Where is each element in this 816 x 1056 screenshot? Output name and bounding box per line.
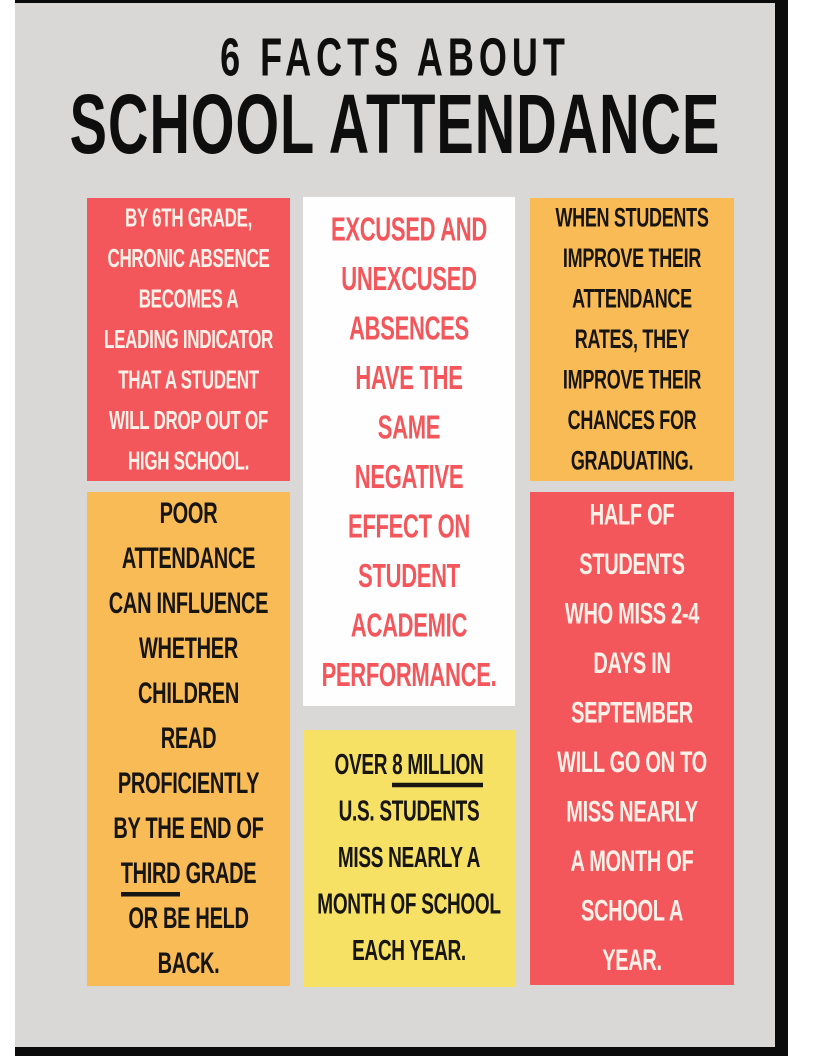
- fact-text: [322, 204, 497, 699]
- fact-line: POOR: [159, 497, 218, 531]
- fact-line: U.S. STUDENTS: [338, 796, 480, 828]
- fact-line: RATES, THEY: [574, 323, 690, 354]
- fact-line: CHRONIC ABSENCE: [107, 244, 270, 273]
- fact-line: ATTENDANCE: [572, 283, 692, 314]
- underlined-text: 8 MILLION: [392, 750, 483, 788]
- fact-line: PERFORMANCE.: [321, 655, 497, 693]
- fact-line: DAYS IN: [593, 647, 671, 680]
- fact-text: [317, 742, 500, 975]
- fact-line: READ: [160, 722, 217, 756]
- fact-card-chronic-absence-dropout: [87, 198, 290, 481]
- fact-line: ABSENCES: [349, 309, 469, 347]
- fact-text: [557, 492, 707, 985]
- fact-line: EXCUSED AND: [330, 210, 487, 248]
- fact-card-september-absences: [530, 492, 734, 985]
- fact-card-poor-attendance-reading: [87, 492, 290, 986]
- fact-line: CHANCES FOR: [567, 404, 697, 435]
- fact-line: WHO MISS 2-4: [564, 597, 700, 631]
- fact-text: [104, 198, 273, 481]
- fact-line: HIGH SCHOOL.: [127, 446, 250, 476]
- fact-line: NEGATIVE: [354, 457, 464, 495]
- fact-line: A MONTH OF: [570, 845, 694, 878]
- fact-text: [109, 492, 268, 986]
- fact-line: BECOMES A: [138, 284, 239, 314]
- fact-line: WILL DROP OUT OF: [109, 406, 268, 435]
- fact-line: THIRD GRADE: [109, 852, 268, 897]
- fact-line: ACADEMIC: [350, 606, 468, 644]
- fact-line: OR BE HELD: [128, 902, 249, 936]
- fact-card-improve-attendance-graduating: [530, 198, 734, 481]
- fact-line: EFFECT ON: [348, 507, 470, 545]
- fact-line: BY THE END OF: [113, 812, 264, 846]
- fact-card-excused-unexcused-absences: [303, 197, 515, 706]
- fact-line: STUDENT: [358, 556, 460, 594]
- infographic-canvas: [15, 0, 788, 1056]
- fact-line: PROFICIENTLY: [117, 767, 260, 801]
- fact-line: CHILDREN: [138, 677, 239, 711]
- fact-line: STUDENTS: [579, 548, 685, 581]
- fact-line: SEPTEMBER: [571, 696, 693, 730]
- fact-line: BY 6TH GRADE,: [124, 203, 253, 233]
- fact-line: ATTENDANCE: [121, 542, 256, 576]
- fact-line: MISS NEARLY: [566, 795, 698, 829]
- fact-line: THAT A STUDENT: [118, 365, 259, 395]
- fact-line: BACK.: [157, 947, 220, 981]
- fact-line: UNEXCUSED: [341, 259, 477, 297]
- fact-line: YEAR.: [602, 944, 662, 977]
- fact-line: HAVE THE: [355, 358, 463, 396]
- underlined-text: THIRD: [121, 858, 181, 897]
- fact-line: WILL GO ON TO: [557, 746, 707, 779]
- fact-line: SCHOOL A: [580, 894, 684, 928]
- fact-line: MISS NEARLY A: [337, 842, 481, 875]
- fact-line: HALF OF: [589, 498, 675, 532]
- fact-line: WHETHER: [138, 632, 238, 666]
- fact-card-eight-million-students: [303, 730, 515, 987]
- fact-line: SAME: [377, 408, 441, 446]
- fact-line: CAN INFLUENCE: [108, 587, 269, 621]
- title-kicker: 6 FACTS ABOUT: [220, 26, 570, 88]
- fact-line: WHEN STUDENTS: [555, 202, 709, 233]
- fact-line: IMPROVE THEIR: [562, 242, 702, 273]
- page-title: SCHOOL ATTENDANCE: [69, 76, 721, 171]
- fact-line: MONTH OF SCHOOL: [317, 889, 501, 921]
- fact-line: LEADING INDICATOR: [104, 325, 273, 354]
- fact-line: OVER 8 MILLION: [317, 742, 500, 789]
- fact-text: [555, 198, 708, 481]
- fact-line: GRADUATING.: [570, 445, 694, 476]
- fact-line: IMPROVE THEIR: [562, 364, 702, 395]
- fact-line: EACH YEAR.: [352, 935, 466, 968]
